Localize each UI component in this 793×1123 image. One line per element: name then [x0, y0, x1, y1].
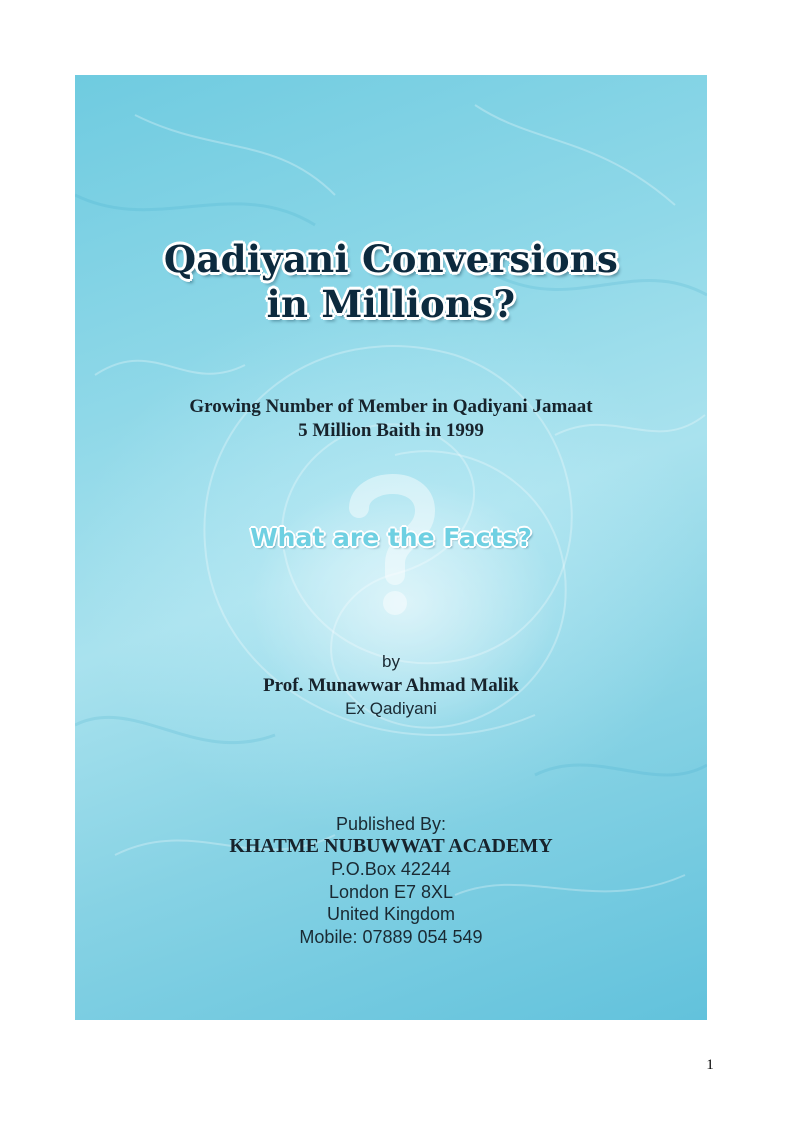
cover-title-line-2: in Millions?	[266, 282, 516, 326]
address-line-2: London E7 8XL	[328, 882, 454, 902]
address-line-3: United Kingdom	[326, 904, 456, 924]
cover-subtitle-line-1: Growing Number of Member in Qadiyani Jamaat	[189, 396, 593, 417]
publisher-name: KHATME NUBUWWAT ACADEMY	[229, 835, 553, 857]
author-note: Ex Qadiyani	[345, 699, 437, 718]
by-label: by	[382, 652, 400, 671]
book-cover	[75, 75, 707, 1020]
address-line-1: P.O.Box 42244	[331, 859, 451, 879]
cover-subtitle-line-2: 5 Million Baith in 1999	[298, 420, 484, 441]
page-number: 1	[706, 1057, 714, 1073]
published-by-label: Published By:	[335, 814, 447, 834]
facts-heading: What are the Facts?	[250, 523, 532, 552]
author-name: Prof. Munawwar Ahmad Malik	[263, 675, 519, 696]
cover-title-line-1: Qadiyani Conversions	[163, 237, 619, 281]
mobile-number: Mobile: 07889 054 549	[299, 927, 483, 947]
